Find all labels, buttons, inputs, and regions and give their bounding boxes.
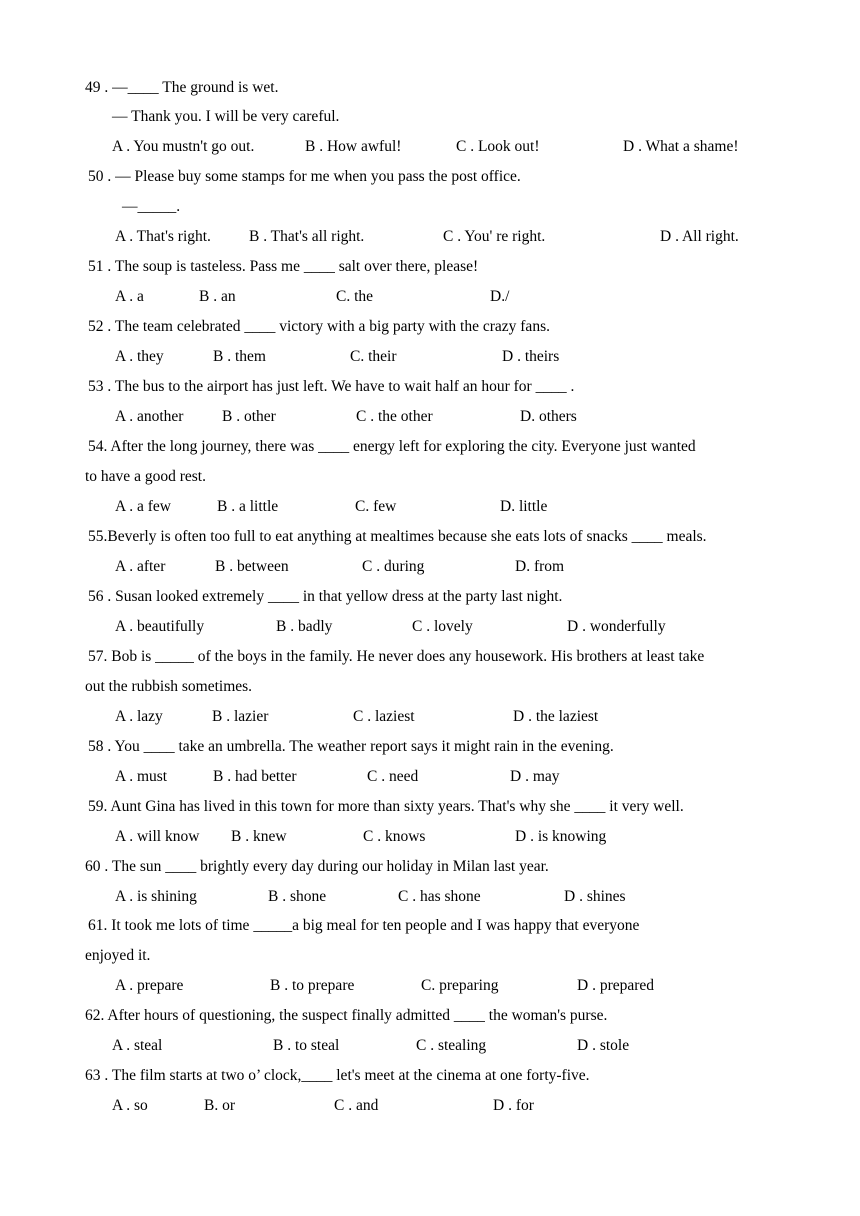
option-d: D. from bbox=[515, 558, 565, 575]
option-b: B . badly bbox=[276, 618, 333, 635]
option-c: C. their bbox=[350, 348, 397, 365]
option-b: B . them bbox=[213, 348, 266, 365]
option-d: D . theirs bbox=[502, 348, 560, 365]
option-b: B . That's all right. bbox=[249, 228, 365, 245]
option-c: C . during bbox=[362, 558, 425, 575]
question-text: enjoyed it. bbox=[85, 947, 151, 964]
option-d: D. little bbox=[500, 498, 548, 515]
question-text: 49 . —____ The ground is wet. bbox=[85, 79, 279, 96]
option-b: B . between bbox=[215, 558, 289, 575]
option-c: C . lovely bbox=[412, 618, 473, 635]
question-text: out the rubbish sometimes. bbox=[85, 678, 253, 695]
option-b: B . other bbox=[222, 408, 276, 425]
option-b: B . How awful! bbox=[305, 138, 402, 155]
option-d: D. others bbox=[520, 408, 577, 425]
option-c: C . need bbox=[367, 768, 419, 785]
question-text: 51 . The soup is tasteless. Pass me ____ salt over there, please! bbox=[88, 258, 479, 275]
option-a: A . That's right. bbox=[115, 228, 211, 245]
option-d: D . shines bbox=[564, 888, 626, 905]
option-b: B . had better bbox=[213, 768, 297, 785]
option-a: A . after bbox=[115, 558, 166, 575]
question-text: 50 . — Please buy some stamps for me when you pass the post office. bbox=[88, 168, 521, 185]
question-text: 54. After the long journey, there was ____ energy left for exploring the city. Everyone just wanted bbox=[88, 438, 696, 455]
option-a: A . so bbox=[112, 1097, 148, 1114]
option-c: C . You' re right. bbox=[443, 228, 546, 245]
question-text: 61. It took me lots of time _____a big meal for ten people and I was happy that everyone bbox=[88, 917, 640, 934]
option-d: D . prepared bbox=[577, 977, 655, 994]
option-a: A . they bbox=[115, 348, 164, 365]
option-d: D . may bbox=[510, 768, 560, 785]
option-a: A . is shining bbox=[115, 888, 197, 905]
option-a: A . steal bbox=[112, 1037, 163, 1054]
option-d: D . is knowing bbox=[515, 828, 607, 845]
option-d: D . All right. bbox=[660, 228, 739, 245]
question-text: — Thank you. I will be very careful. bbox=[112, 108, 340, 125]
option-a: A . a few bbox=[115, 498, 171, 515]
option-a: A . will know bbox=[115, 828, 200, 845]
option-d: D./ bbox=[490, 288, 510, 305]
option-c: C. few bbox=[355, 498, 397, 515]
question-text: 60 . The sun ____ brightly every day during our holiday in Milan last year. bbox=[85, 858, 549, 875]
option-b: B . knew bbox=[231, 828, 287, 845]
option-c: C . the other bbox=[356, 408, 433, 425]
option-b: B . lazier bbox=[212, 708, 269, 725]
option-a: A . lazy bbox=[115, 708, 163, 725]
question-text: 59. Aunt Gina has lived in this town for more than sixty years. That's why she ____ it very well. bbox=[88, 798, 684, 815]
question-text: 55.Beverly is often too full to eat anything at mealtimes because she eats lots of snacks ____ meals. bbox=[88, 528, 707, 545]
option-a: A . prepare bbox=[115, 977, 184, 994]
option-c: C . laziest bbox=[353, 708, 415, 725]
option-c: C . Look out! bbox=[456, 138, 540, 155]
option-c: C . stealing bbox=[416, 1037, 487, 1054]
option-c: C . and bbox=[334, 1097, 379, 1114]
option-a: A . beautifully bbox=[115, 618, 205, 635]
option-d: D . the laziest bbox=[513, 708, 599, 725]
option-a: A . must bbox=[115, 768, 168, 785]
option-a: A . You mustn't go out. bbox=[112, 138, 255, 155]
option-b: B. or bbox=[204, 1097, 235, 1114]
option-d: D . wonderfully bbox=[567, 618, 666, 635]
option-b: B . to prepare bbox=[270, 977, 355, 994]
option-c: C . knows bbox=[363, 828, 426, 845]
option-c: C . has shone bbox=[398, 888, 481, 905]
question-text: 62. After hours of questioning, the suspect finally admitted ____ the woman's purse. bbox=[85, 1007, 608, 1024]
option-b: B . a little bbox=[217, 498, 279, 515]
option-a: A . another bbox=[115, 408, 184, 425]
question-text: 58 . You ____ take an umbrella. The weather report says it might rain in the evening. bbox=[88, 738, 614, 755]
option-c: C. the bbox=[336, 288, 374, 305]
option-b: B . an bbox=[199, 288, 236, 305]
option-d: D . stole bbox=[577, 1037, 630, 1054]
question-text: 57. Bob is _____ of the boys in the family. He never does any housework. His brothers at least take bbox=[88, 648, 705, 665]
question-text: 63 . The film starts at two o’ clock,____ let's meet at the cinema at one forty-five. bbox=[85, 1067, 590, 1084]
option-b: B . to steal bbox=[273, 1037, 340, 1054]
option-d: D . for bbox=[493, 1097, 534, 1114]
question-text: to have a good rest. bbox=[85, 468, 206, 485]
option-c: C. preparing bbox=[421, 977, 499, 994]
option-b: B . shone bbox=[268, 888, 327, 905]
question-text: 52 . The team celebrated ____ victory with a big party with the crazy fans. bbox=[88, 318, 550, 335]
question-text: 53 . The bus to the airport has just left. We have to wait half an hour for ____ . bbox=[88, 378, 575, 395]
option-a: A . a bbox=[115, 288, 144, 305]
option-d: D . What a shame! bbox=[623, 138, 739, 155]
question-text: 56 . Susan looked extremely ____ in that yellow dress at the party last night. bbox=[88, 588, 563, 605]
question-text: —_____. bbox=[122, 198, 181, 215]
